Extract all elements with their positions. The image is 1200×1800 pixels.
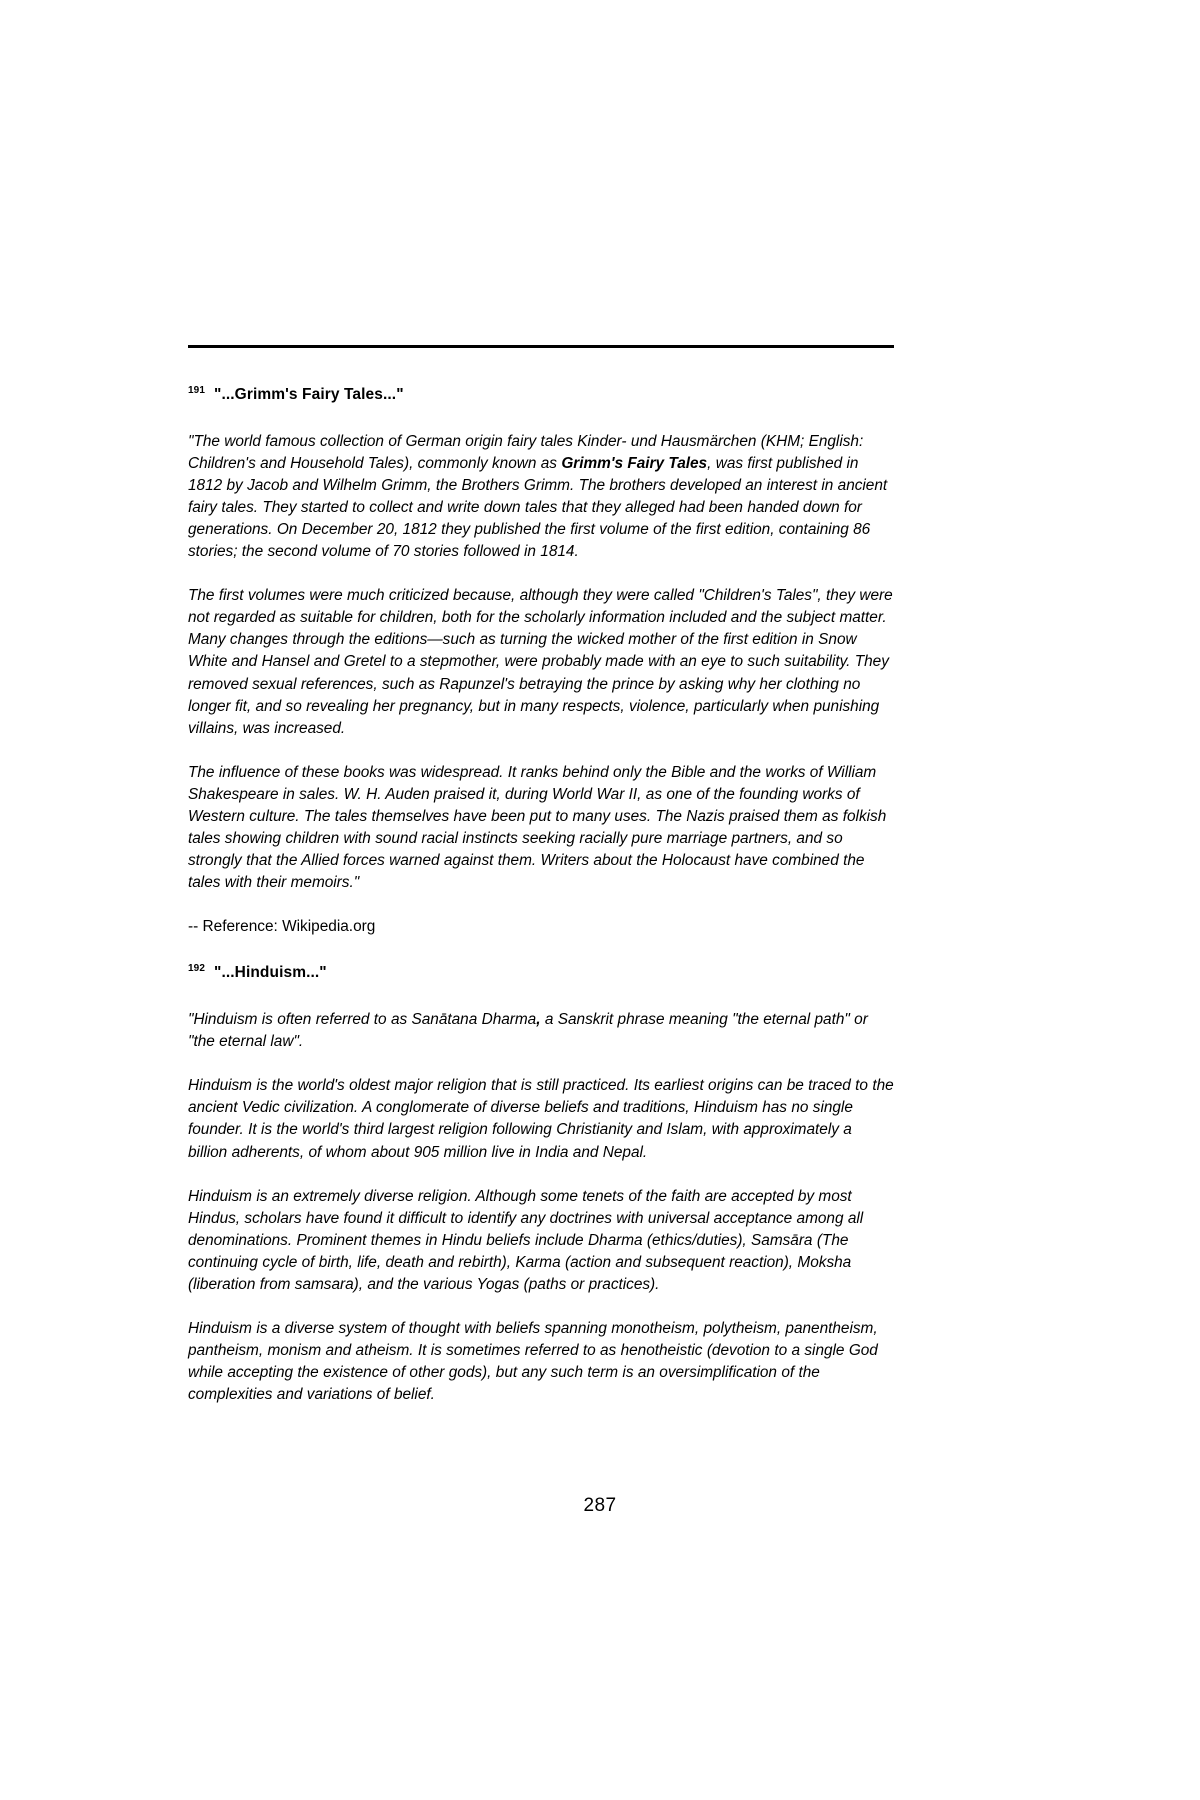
page-content	[188, 345, 894, 1428]
page-number: 287	[583, 1495, 617, 1516]
section-title-192: "...Hinduism..."	[214, 964, 327, 982]
reference-line: -- Reference: Wikipedia.org	[188, 918, 376, 936]
section-number-191: 191	[188, 384, 205, 396]
header-rule	[188, 345, 894, 348]
section-title-191: "...Grimm's Fairy Tales..."	[214, 386, 404, 403]
section-heading-192	[188, 964, 894, 983]
section-number-192: 192	[188, 963, 205, 975]
paragraph: The influence of these books was widespread. It ranks behind only the Bible and the works of William Shakespeare in sales. W. H. Auden praised it, during World War II, as one of the founding works of Western culture. The tales themselves have been put to many uses. The Nazis praised them as folkish tales showing children with sound racial instincts seeking racially pure marriage partners, and so strongly that the Allied forces warned against them. Writers about the Holocaust have combined the tales with their memoirs."	[188, 763, 887, 892]
paragraph: "The world famous collection of German origin fairy tales Kinder- und Hausmärchen (KHM; English: Children's and Household Tales), commonly known as Grimm's Fairy Tales, was first published in 1812 by Jacob and Wilhelm Grimm, the Brothers Grimm. The brothers developed an interest in ancient fairy tales. They started to collect and write down tales that they alleged had been handed down for generations. On December 20, 1812 they published the first volume of the first edition, containing 86 stories; the second volume of 70 stories followed in 1814.	[188, 432, 888, 561]
section-heading-191	[188, 386, 894, 405]
paragraph: "Hinduism is often referred to as Sanātana Dharma, a Sanskrit phrase meaning "the eternal path" or "the eternal law".	[188, 1011, 868, 1051]
paragraph: Hinduism is the world's oldest major religion that is still practiced. Its earliest origins can be traced to the ancient Vedic civilization. A conglomerate of diverse beliefs and traditions, Hinduism has no single founder. It is the world's third largest religion following Christianity and Islam, with approximately a billion adherents, of whom about 905 million live in India and Nepal.	[188, 1077, 894, 1161]
emphasis-text: Grimm's Fairy Tales	[561, 454, 708, 472]
paragraph: Hinduism is a diverse system of thought with beliefs spanning monotheism, polytheism, panentheism, pantheism, monism and atheism. It is sometimes referred to as henotheistic (devotion to a single God while accepting the existence of other gods), but any such term is an oversimplification of the complexities and variations of belief.	[188, 1320, 878, 1404]
paragraph: Hinduism is an extremely diverse religion. Although some tenets of the faith are accepted by most Hindus, scholars have found it difficult to identify any doctrines with universal acceptance among all denominations. Prominent themes in Hindu beliefs include Dharma (ethics/duties), Samsāra (The continuing cycle of birth, life, death and rebirth), Karma (action and subsequent reaction), Moksha (liberation from samsara), and the various Yogas (paths or practices).	[188, 1187, 864, 1293]
emphasis-text: ,	[536, 1011, 541, 1029]
paragraph: The first volumes were much criticized because, although they were called "Children's Tales", they were not regarded as suitable for children, both for the scholarly information included and the subject matter. Many changes through the editions—such as turning the wicked mother of the first edition in Snow White and Hansel and Gretel to a stepmother, were probably made with an eye to such suitability. They removed sexual references, such as Rapunzel's betraying the prince by asking why her clothing no longer fit, and so revealing her pregnancy, but in many respects, violence, particularly when punishing villains, was increased.	[188, 587, 893, 737]
